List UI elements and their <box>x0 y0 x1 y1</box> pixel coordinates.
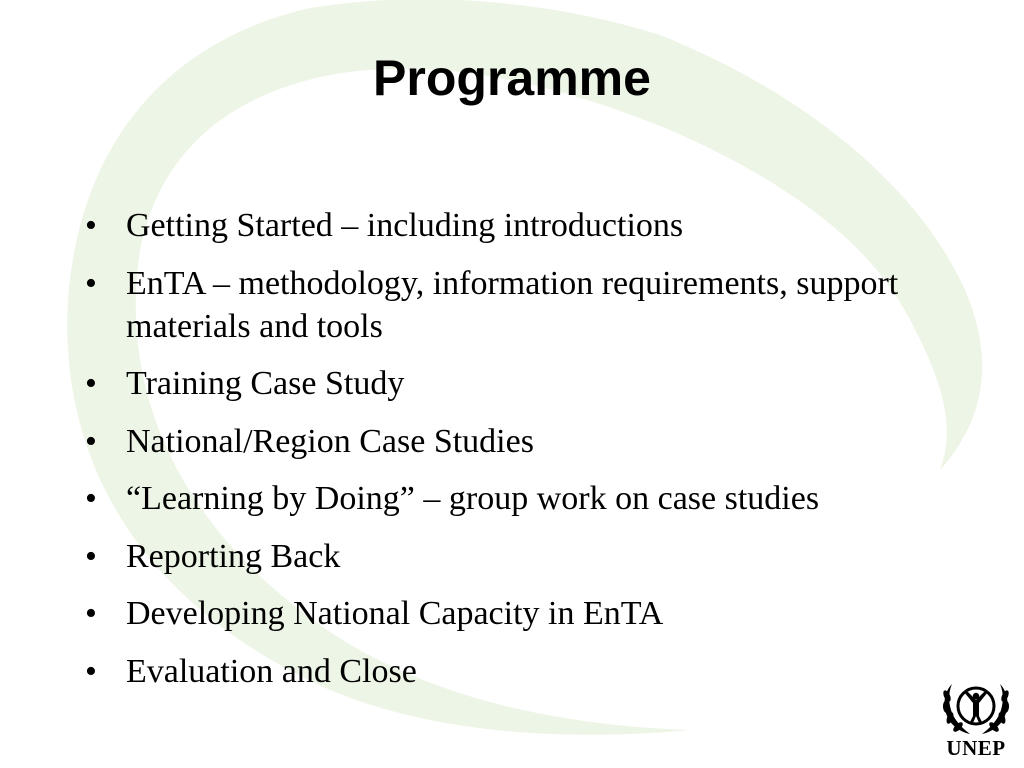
list-item-text: Developing National Capacity in EnTA <box>126 595 664 632</box>
unep-logo <box>938 676 1014 762</box>
list-item <box>85 204 965 247</box>
logo-text: UNEP <box>946 736 1006 760</box>
list-item <box>85 592 965 635</box>
list-item <box>85 420 965 463</box>
list-item <box>85 262 965 348</box>
bullet-icon: • <box>85 422 97 460</box>
list-item-text: Evaluation and Close <box>126 652 417 690</box>
list-item <box>85 650 965 693</box>
list-item-text: Training Case Study <box>126 365 405 402</box>
bullet-icon: • <box>85 480 97 517</box>
list-item-text: EnTA – methodology, information requirements, support materials and tools <box>126 264 899 345</box>
slide-title: Programme <box>373 50 651 106</box>
list-item-text: Getting Started – including introductions <box>126 207 684 244</box>
list-item-text: “Learning by Doing” – group work on case studies <box>126 480 820 517</box>
list-item <box>85 535 965 578</box>
bullet-icon: • <box>85 595 97 632</box>
list-item <box>85 362 965 405</box>
bullet-icon: • <box>85 264 97 302</box>
list-item <box>85 477 965 520</box>
agenda-list <box>85 204 965 707</box>
bullet-icon: • <box>85 207 97 244</box>
bullet-icon: • <box>85 365 97 402</box>
list-item-text: Reporting Back <box>126 537 341 575</box>
bullet-icon: • <box>85 537 97 575</box>
bullet-icon: • <box>85 652 97 690</box>
unep-emblem-icon <box>938 676 1014 736</box>
list-item-text: National/Region Case Studies <box>126 422 534 460</box>
